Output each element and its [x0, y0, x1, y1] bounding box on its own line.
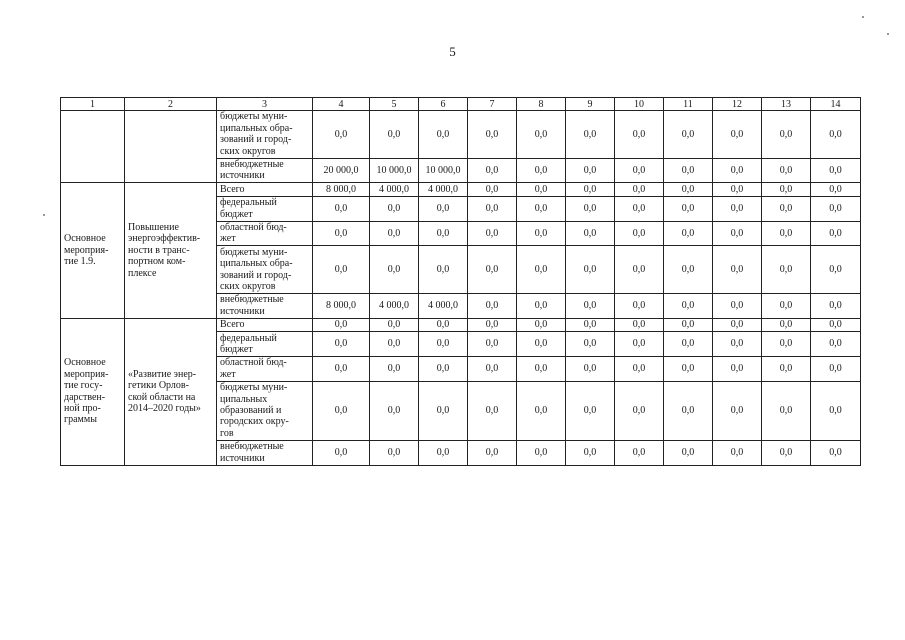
funding-source-cell: внебюджетные источники — [217, 293, 313, 318]
amount-cell: 0,0 — [615, 158, 664, 183]
scan-speck — [862, 16, 864, 18]
measure-title-cell: Повышение энергоэффектив- ности в транс- портном ком- плексе — [125, 183, 217, 318]
amount-cell: 0,0 — [762, 111, 811, 159]
amount-cell: 0,0 — [517, 221, 566, 246]
amount-cell: 0,0 — [468, 332, 517, 357]
amount-cell: 0,0 — [713, 111, 762, 159]
amount-cell: 0,0 — [468, 196, 517, 221]
amount-cell: 0,0 — [615, 356, 664, 381]
table-row — [61, 318, 861, 331]
amount-cell: 8 000,0 — [313, 293, 370, 318]
amount-cell: 4 000,0 — [370, 183, 419, 196]
amount-cell: 0,0 — [664, 293, 713, 318]
amount-cell: 0,0 — [664, 158, 713, 183]
funding-source-cell: Всего — [217, 183, 313, 196]
amount-cell: 0,0 — [313, 440, 370, 465]
amount-cell: 0,0 — [419, 196, 468, 221]
amount-cell: 0,0 — [566, 221, 615, 246]
amount-cell: 0,0 — [419, 440, 468, 465]
amount-cell: 0,0 — [566, 111, 615, 159]
amount-cell: 0,0 — [762, 246, 811, 294]
amount-cell: 0,0 — [313, 221, 370, 246]
column-header: 14 — [811, 98, 861, 111]
column-header: 9 — [566, 98, 615, 111]
amount-cell: 0,0 — [419, 332, 468, 357]
amount-cell: 0,0 — [811, 440, 861, 465]
amount-cell: 0,0 — [762, 293, 811, 318]
amount-cell: 0,0 — [566, 332, 615, 357]
amount-cell: 0,0 — [517, 183, 566, 196]
amount-cell: 0,0 — [370, 440, 419, 465]
amount-cell: 0,0 — [517, 332, 566, 357]
scan-speck — [887, 33, 889, 35]
table-row — [61, 183, 861, 196]
amount-cell: 0,0 — [762, 183, 811, 196]
funding-source-cell: федеральный бюджет — [217, 332, 313, 357]
amount-cell: 0,0 — [370, 246, 419, 294]
amount-cell: 0,0 — [664, 196, 713, 221]
amount-cell: 0,0 — [370, 356, 419, 381]
measure-title-cell — [125, 111, 217, 183]
funding-source-cell: областной бюд- жет — [217, 221, 313, 246]
amount-cell: 0,0 — [811, 332, 861, 357]
amount-cell: 0,0 — [713, 440, 762, 465]
amount-cell: 0,0 — [566, 183, 615, 196]
amount-cell: 0,0 — [419, 111, 468, 159]
amount-cell: 10 000,0 — [370, 158, 419, 183]
amount-cell: 0,0 — [566, 158, 615, 183]
amount-cell: 0,0 — [664, 111, 713, 159]
amount-cell: 0,0 — [762, 332, 811, 357]
funding-source-cell: федеральный бюджет — [217, 196, 313, 221]
amount-cell: 0,0 — [615, 381, 664, 440]
amount-cell: 0,0 — [419, 318, 468, 331]
amount-cell: 0,0 — [615, 440, 664, 465]
amount-cell: 4 000,0 — [419, 293, 468, 318]
amount-cell: 0,0 — [566, 246, 615, 294]
amount-cell: 0,0 — [517, 356, 566, 381]
amount-cell: 0,0 — [419, 381, 468, 440]
table-body — [61, 111, 861, 466]
funding-source-cell: Всего — [217, 318, 313, 331]
amount-cell: 0,0 — [468, 318, 517, 331]
column-header: 11 — [664, 98, 713, 111]
amount-cell: 0,0 — [615, 183, 664, 196]
amount-cell: 0,0 — [468, 440, 517, 465]
amount-cell: 0,0 — [615, 293, 664, 318]
amount-cell: 0,0 — [615, 196, 664, 221]
column-header: 1 — [61, 98, 125, 111]
amount-cell: 0,0 — [517, 293, 566, 318]
amount-cell: 0,0 — [664, 183, 713, 196]
column-header: 2 — [125, 98, 217, 111]
funding-source-cell: бюджеты муни- ципальных обра- зований и город- ских округов — [217, 246, 313, 294]
amount-cell: 0,0 — [615, 318, 664, 331]
amount-cell: 4 000,0 — [419, 183, 468, 196]
amount-cell: 0,0 — [370, 381, 419, 440]
amount-cell: 0,0 — [370, 196, 419, 221]
amount-cell: 0,0 — [811, 318, 861, 331]
amount-cell: 0,0 — [468, 111, 517, 159]
amount-cell: 0,0 — [517, 158, 566, 183]
amount-cell: 0,0 — [713, 246, 762, 294]
amount-cell: 0,0 — [566, 381, 615, 440]
funding-source-cell: бюджеты муни- ципальных обра- зований и город- ских округов — [217, 111, 313, 159]
funding-source-cell: внебюджетные источники — [217, 440, 313, 465]
amount-cell: 0,0 — [664, 246, 713, 294]
amount-cell: 0,0 — [664, 318, 713, 331]
amount-cell: 0,0 — [713, 293, 762, 318]
amount-cell: 0,0 — [615, 332, 664, 357]
amount-cell: 0,0 — [517, 440, 566, 465]
measure-cell: Основное мероприя- тие госу- дарствен- ной про- граммы — [61, 318, 125, 465]
budget-table — [60, 97, 861, 466]
amount-cell: 0,0 — [713, 221, 762, 246]
amount-cell: 0,0 — [664, 356, 713, 381]
amount-cell: 10 000,0 — [419, 158, 468, 183]
amount-cell: 0,0 — [811, 381, 861, 440]
amount-cell: 0,0 — [419, 221, 468, 246]
amount-cell: 0,0 — [615, 221, 664, 246]
amount-cell: 0,0 — [468, 221, 517, 246]
amount-cell: 0,0 — [517, 196, 566, 221]
amount-cell: 0,0 — [713, 381, 762, 440]
amount-cell: 0,0 — [419, 356, 468, 381]
amount-cell: 20 000,0 — [313, 158, 370, 183]
amount-cell: 0,0 — [566, 440, 615, 465]
amount-cell: 0,0 — [762, 318, 811, 331]
amount-cell: 0,0 — [468, 183, 517, 196]
column-header: 10 — [615, 98, 664, 111]
amount-cell: 0,0 — [811, 246, 861, 294]
amount-cell: 0,0 — [566, 318, 615, 331]
amount-cell: 0,0 — [313, 356, 370, 381]
funding-source-cell: областной бюд- жет — [217, 356, 313, 381]
amount-cell: 0,0 — [713, 356, 762, 381]
amount-cell: 0,0 — [468, 158, 517, 183]
amount-cell: 0,0 — [419, 246, 468, 294]
column-header: 3 — [217, 98, 313, 111]
column-header: 7 — [468, 98, 517, 111]
amount-cell: 0,0 — [313, 381, 370, 440]
amount-cell: 0,0 — [370, 332, 419, 357]
amount-cell: 0,0 — [517, 381, 566, 440]
amount-cell: 0,0 — [664, 332, 713, 357]
amount-cell: 8 000,0 — [313, 183, 370, 196]
amount-cell: 0,0 — [811, 158, 861, 183]
measure-cell — [61, 111, 125, 183]
amount-cell: 0,0 — [713, 332, 762, 357]
amount-cell: 0,0 — [762, 158, 811, 183]
amount-cell: 0,0 — [370, 111, 419, 159]
amount-cell: 0,0 — [517, 318, 566, 331]
amount-cell: 0,0 — [468, 293, 517, 318]
amount-cell: 0,0 — [811, 293, 861, 318]
amount-cell: 0,0 — [664, 440, 713, 465]
measure-cell: Основное мероприя- тие 1.9. — [61, 183, 125, 318]
amount-cell: 0,0 — [370, 221, 419, 246]
amount-cell: 0,0 — [811, 356, 861, 381]
amount-cell: 0,0 — [468, 381, 517, 440]
header-row — [61, 98, 861, 111]
amount-cell: 0,0 — [664, 381, 713, 440]
table-header — [61, 98, 861, 111]
amount-cell: 0,0 — [517, 111, 566, 159]
column-header: 4 — [313, 98, 370, 111]
scan-speck — [43, 214, 45, 216]
amount-cell: 0,0 — [762, 440, 811, 465]
amount-cell: 0,0 — [313, 246, 370, 294]
amount-cell: 0,0 — [713, 158, 762, 183]
amount-cell: 0,0 — [370, 318, 419, 331]
amount-cell: 0,0 — [762, 356, 811, 381]
measure-title-cell: «Развитие энер- гетики Орлов- ской области на 2014–2020 годы» — [125, 318, 217, 465]
amount-cell: 0,0 — [713, 183, 762, 196]
amount-cell: 0,0 — [713, 196, 762, 221]
amount-cell: 0,0 — [762, 221, 811, 246]
amount-cell: 0,0 — [811, 111, 861, 159]
amount-cell: 0,0 — [811, 221, 861, 246]
amount-cell: 0,0 — [811, 196, 861, 221]
amount-cell: 0,0 — [713, 318, 762, 331]
page-number: 5 — [449, 44, 456, 59]
amount-cell: 0,0 — [313, 318, 370, 331]
amount-cell: 0,0 — [762, 381, 811, 440]
amount-cell: 0,0 — [811, 183, 861, 196]
amount-cell: 0,0 — [313, 196, 370, 221]
column-header: 8 — [517, 98, 566, 111]
amount-cell: 0,0 — [615, 111, 664, 159]
amount-cell: 0,0 — [313, 332, 370, 357]
column-header: 13 — [762, 98, 811, 111]
column-header: 12 — [713, 98, 762, 111]
amount-cell: 0,0 — [313, 111, 370, 159]
amount-cell: 0,0 — [468, 356, 517, 381]
funding-source-cell: внебюджетные источники — [217, 158, 313, 183]
column-header: 5 — [370, 98, 419, 111]
amount-cell: 0,0 — [566, 196, 615, 221]
amount-cell: 0,0 — [615, 246, 664, 294]
amount-cell: 0,0 — [664, 221, 713, 246]
table-row — [61, 111, 861, 159]
amount-cell: 0,0 — [517, 246, 566, 294]
funding-source-cell: бюджеты муни- ципальных образований и городских окру- гов — [217, 381, 313, 440]
column-header: 6 — [419, 98, 468, 111]
amount-cell: 4 000,0 — [370, 293, 419, 318]
amount-cell: 0,0 — [468, 246, 517, 294]
amount-cell: 0,0 — [566, 293, 615, 318]
amount-cell: 0,0 — [762, 196, 811, 221]
amount-cell: 0,0 — [566, 356, 615, 381]
